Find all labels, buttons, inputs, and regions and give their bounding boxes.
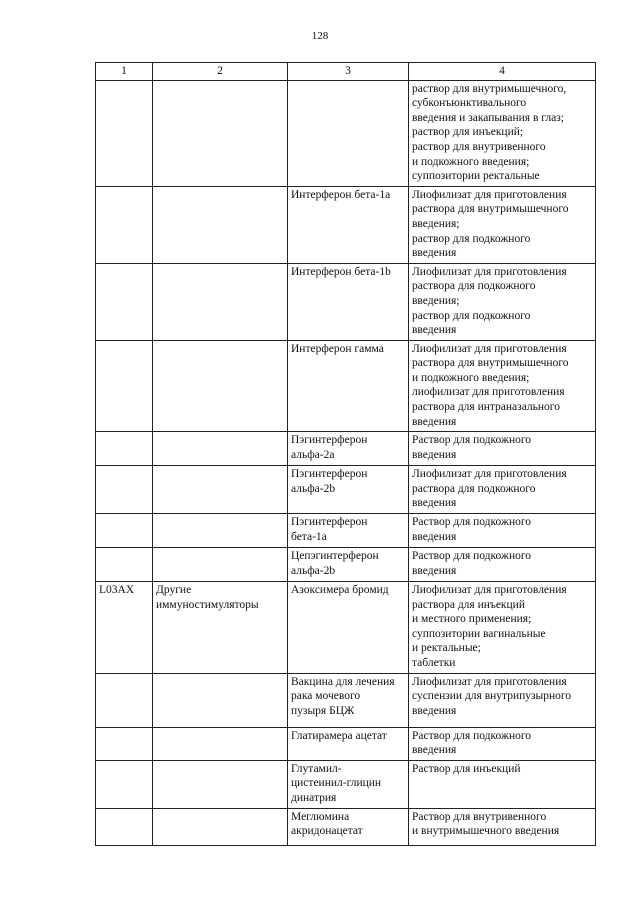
- atc-code-cell: [96, 808, 153, 845]
- atc-code-cell: [96, 548, 153, 582]
- column-header: 1: [96, 63, 153, 81]
- dosage-forms-cell: Лиофилизат для приготовления раствора для внутримышечного введения; раствор для подкожного введения: [409, 186, 596, 263]
- atc-code-cell: [96, 760, 153, 808]
- table-row: [96, 466, 596, 514]
- dosage-forms-cell: Лиофилизат для приготовления раствора для внутримышечного и подкожного введения; лиофилизат для приготовления раствора для интраназального введения: [409, 340, 596, 432]
- atc-code-cell: [96, 466, 153, 514]
- group-cell: Другие иммуностимуляторы: [153, 582, 288, 674]
- group-cell: [153, 760, 288, 808]
- drug-name-cell: Вакцина для лечения рака мочевого пузыря БЦЖ: [288, 673, 409, 727]
- group-cell: [153, 673, 288, 727]
- group-cell: [153, 340, 288, 432]
- dosage-forms-cell: Лиофилизат для приготовления суспензии для внутрипузырного введения: [409, 673, 596, 727]
- atc-code-cell: [96, 727, 153, 760]
- table-row: [96, 340, 596, 432]
- drug-name-cell: Пэгинтерферон альфа-2b: [288, 466, 409, 514]
- drug-name-cell: Меглюмина акридонацетат: [288, 808, 409, 845]
- table-row: [96, 673, 596, 727]
- dosage-forms-cell: раствор для внутримышечного, субконъюнктивального введения и закапывания в глаз; раствор для инъекций; раствор для внутривенного и подкожного введения; суппозитории ректальные: [409, 80, 596, 186]
- atc-code-cell: [96, 673, 153, 727]
- table-row: [96, 548, 596, 582]
- dosage-forms-cell: Раствор для подкожного введения: [409, 432, 596, 466]
- table-header-row: [96, 63, 596, 81]
- atc-code-cell: [96, 263, 153, 340]
- table-row: [96, 263, 596, 340]
- group-cell: [153, 263, 288, 340]
- table-row: [96, 582, 596, 674]
- group-cell: [153, 548, 288, 582]
- group-cell: [153, 727, 288, 760]
- atc-code-cell: [96, 80, 153, 186]
- atc-code-cell: [96, 432, 153, 466]
- group-cell: [153, 432, 288, 466]
- dosage-forms-cell: Раствор для подкожного введения: [409, 514, 596, 548]
- dosage-forms-cell: Лиофилизат для приготовления раствора для инъекций и местного применения; суппозитории вагинальные и ректальные; таблетки: [409, 582, 596, 674]
- column-header: 2: [153, 63, 288, 81]
- dosage-forms-cell: Раствор для инъекций: [409, 760, 596, 808]
- column-header: 3: [288, 63, 409, 81]
- column-header: 4: [409, 63, 596, 81]
- dosage-forms-cell: Лиофилизат для приготовления раствора для подкожного введения; раствор для подкожного введения: [409, 263, 596, 340]
- table-row: [96, 432, 596, 466]
- table-row: [96, 760, 596, 808]
- drug-name-cell: Глутамил- цистеинил-глицин динатрия: [288, 760, 409, 808]
- drug-table: [95, 62, 596, 846]
- dosage-forms-cell: Лиофилизат для приготовления раствора для подкожного введения: [409, 466, 596, 514]
- drug-name-cell: Азоксимера бромид: [288, 582, 409, 674]
- table-row: [96, 808, 596, 845]
- group-cell: [153, 466, 288, 514]
- group-cell: [153, 808, 288, 845]
- table-row: [96, 514, 596, 548]
- atc-code-cell: L03AX: [96, 582, 153, 674]
- table-row: [96, 80, 596, 186]
- drug-name-cell: Пэгинтерферон альфа-2a: [288, 432, 409, 466]
- atc-code-cell: [96, 186, 153, 263]
- page-number: 128: [311, 30, 329, 42]
- group-cell: [153, 80, 288, 186]
- drug-name-cell: Интерферон бета-1b: [288, 263, 409, 340]
- drug-name-cell: [288, 80, 409, 186]
- drug-name-cell: Цепэгинтерферон альфа-2b: [288, 548, 409, 582]
- drug-name-cell: Глатирамера ацетат: [288, 727, 409, 760]
- dosage-forms-cell: Раствор для подкожного введения: [409, 548, 596, 582]
- atc-code-cell: [96, 340, 153, 432]
- drug-name-cell: Пэгинтерферон бета-1a: [288, 514, 409, 548]
- group-cell: [153, 514, 288, 548]
- dosage-forms-cell: Раствор для внутривенного и внутримышечного введения: [409, 808, 596, 845]
- table-row: [96, 186, 596, 263]
- drug-name-cell: Интерферон бета-1a: [288, 186, 409, 263]
- group-cell: [153, 186, 288, 263]
- drug-name-cell: Интерферон гамма: [288, 340, 409, 432]
- table-row: [96, 727, 596, 760]
- dosage-forms-cell: Раствор для подкожного введения: [409, 727, 596, 760]
- atc-code-cell: [96, 514, 153, 548]
